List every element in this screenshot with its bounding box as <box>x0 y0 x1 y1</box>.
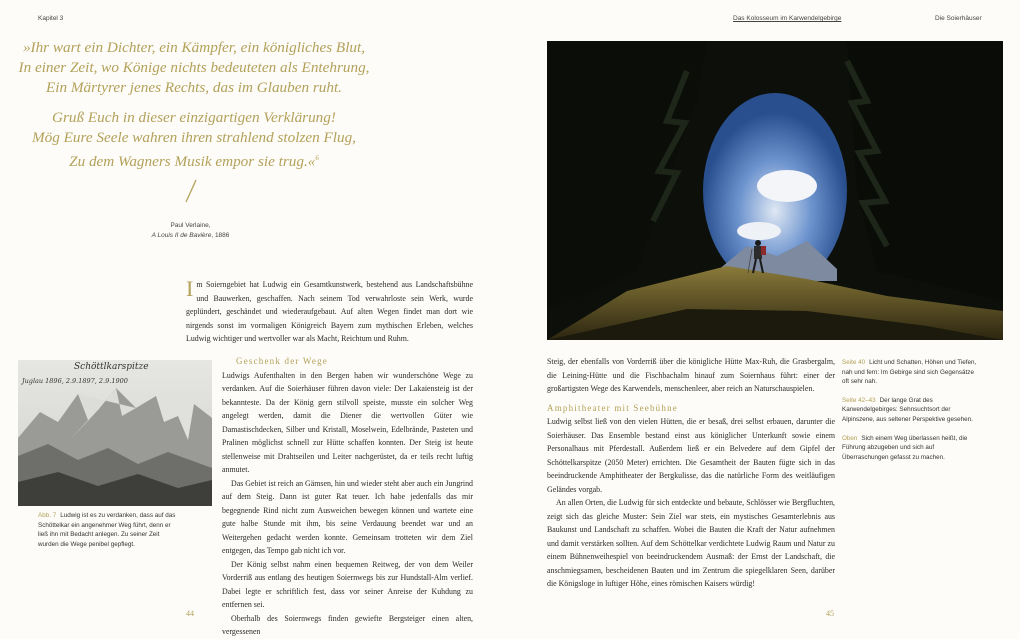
running-title: Das Kolosseum im Karwendelgebirge <box>733 15 842 22</box>
paragraph: Das Gebiet ist reich an Gämsen, hin und wieder steht aber auch ein Jungrind auf dem Steig. Dann ist guter Rat teuer. Ich habe jedenfalls das mir begegnende Rind nicht zum Ausweichen bewegen können und wartete eine gute halbe Stunde mit ihm, bis seine Verdauung beendet war und an Weitergehen gedacht werden konnte. Gemeinsam trotteten wir dem Ziel entgegen, das Tempo gab nicht ich vor. <box>222 478 473 555</box>
quote-work: A Louis II de Bavière <box>151 231 212 239</box>
sidebar-caption <box>842 396 982 425</box>
column-left-page <box>222 355 473 639</box>
quote-line: In einer Zeit, wo Könige nichts bedeuteten als Entehrung, <box>18 59 370 77</box>
caption-ref: Abb. 7 <box>38 512 57 519</box>
sidebar-ref: Seite 40 <box>842 359 866 366</box>
quote-line <box>14 148 374 172</box>
column-right-page <box>547 355 835 591</box>
photo-dates: Juglau 1896, 2.9.1897, 2.9.1900 <box>22 377 128 385</box>
sidebar-text: Licht und Schatten, Höhen und Tiefen, nah und fern: Im Gebirge sind sich Gegensätze oft sehr nah. <box>842 359 977 386</box>
hiker-forest-photo <box>547 41 1003 340</box>
sidebar-ref: Oben <box>842 434 858 442</box>
quote-line: Ein Märtyrer jenes Rechts, das im Glauben ruht. <box>46 79 342 97</box>
quote-line: Gruß Euch in dieser einzigartigen Verklärung! <box>52 108 336 126</box>
sidebar-ref: Seite 42–43 <box>842 396 876 404</box>
footnote-marker: 6 <box>315 154 319 163</box>
sidebar-text: Der lange Grat des Karwendelgebirges: Sehnsuchtsort der Alpinszene, aus seltener Perspektive gesehen. <box>842 396 973 423</box>
caption-text: Ludwig ist es zu verdanken, dass auf das Schöttelkar ein angenehmer Weg führt, denn er ließ ihn mit Bedacht anlegen. Zu seiner Zeit wurden die Wege penibel gepflegt. <box>38 512 176 548</box>
quote-line: »Ihr wart ein Dichter, ein Kämpfer, ein königliches Blut, <box>22 39 366 56</box>
quote-source <box>148 231 233 241</box>
section-label: Die Soierhäuser <box>935 15 982 22</box>
quote-citation <box>148 221 233 240</box>
photo-caption <box>38 511 176 549</box>
sidebar-caption <box>842 434 982 463</box>
quote-line: Mög Eure Seele wahren ihren strahlend stolzen Flug, <box>32 128 356 146</box>
paragraph: Der König selbst nahm einen bequemen Reitweg, der von dem Weiler Vorderriß aus entlang des heutigen Soiernwegs bis zur Hundstall-Alm verlief. Dabei legte er schriftlich fest, dass vor seiner Anreise der Kuhdung zu entfernen sei. <box>222 559 473 609</box>
intro-paragraph <box>186 278 473 346</box>
subheading-amphitheater: Amphitheater mit Seebühne <box>547 402 678 413</box>
sidebar-text: Sich einem Weg überlassen heißt, die Führung abzugeben und sich auf Überraschungen gefasst zu machen. <box>842 434 968 461</box>
paragraph: Ludwig selbst ließ von den vielen Hütten, die er besaß, drei selbst erbauen, darunter die Soierhäuser. Das Ensemble bestand einst aus königlicher Unterkunft sowie einem Personalhaus mit Pferdestall. Außerdem ließ er ein Belvedere auf dem Gipfel der Schöttelkarspitze (2050 Meter) errichten. Die Gesamtheit der Bauten fügte sich in das beeindruckende Amphitheater der Bergkulisse, das die natürliche Form des weitläufigen Geländes vorgab. <box>547 417 835 494</box>
quote-line-text: Zu dem Wagners Musik empor sie trug.« <box>69 153 316 171</box>
historic-mountain-photo <box>18 360 212 506</box>
paragraph: Ludwigs Aufenthalten in den Bergen haben wir wunderschöne Wege zu verdanken. Auf die Soierhäuser führen davon viele: Der Lakaiensteig ist der bekannteste. Da der König gern stilvoll speiste, musste ein solcher Weg angelegt werden, damit die Diener die wertvollen Güter wie Damastischdecken, Silber und Kristall, Moselwein, Edelbrände, Pasteten und Pralinen möglichst schnell zur Hütte schaffen konnten. Der Steig ist heute stellenweise mit Drahtseilen und Leiter nachgerüstet, da er teils recht luftig anmutet. <box>222 370 473 474</box>
slash-ornament <box>176 176 206 206</box>
chapter-label: Kapitel 3 <box>38 15 64 22</box>
quote-year: , 1886 <box>211 231 230 239</box>
drop-cap: I <box>186 276 194 301</box>
sidebar-caption <box>842 358 982 387</box>
quote-author: Paul Verlaine, <box>170 222 211 229</box>
page-number-right: 45 <box>826 609 834 618</box>
verlaine-quote <box>14 38 374 172</box>
photo-handwriting: Schöttlkarspitze <box>74 362 149 372</box>
paragraph: An allen Orten, die Ludwig für sich entdeckte und bebaute, Schlösser wie Bergfluchten, zeigt sich das gleiche Muster: Sein Ziel war stets, ein mystisches Gesamterlebnis aus Baukunst und Landschaft zu schaffen. Wobei die Bauten die Kraft der Natur aufnehmen und damit verstärken sollten. Auf dem Schöttelkar verdichtete Ludwig Raum und Natur zu einem Bühnenweihespiel von beeindruckendem Ausmaß: der Ernst der Landschaft, die anschmiegsamen, bescheidenen Bauten und im Zentrum die spiegelklaren Seen, darüber die Königsloge in luftiger Höhe, eines römischen Kaisers würdig! <box>547 498 835 588</box>
paragraph: Oberhalb des Soiernwegs finden gewiefte Bergsteiger einen alten, vergessenen <box>222 613 473 636</box>
intro-text: m Soierngebiet hat Ludwig ein Gesamtkunstwerk, bestehend aus Landschaftsbühne und Bauwerken, geschaffen. Nach seinem Tod verwahrloste sein Werk, wurde geplündert, geschändet und wiederaufgebaut. Auf alten Wegen findet man dort wie nirgends sonst im vormaligen Königreich Bayern zum mythischen Erleben, welches Ludwig wichtiger und wertvoller war als Macht, Reichtum und Ruhm. <box>186 280 473 343</box>
sidebar-captions <box>842 358 982 471</box>
page-number-left: 44 <box>186 609 194 618</box>
subheading-wege: Geschenk der Wege <box>236 356 328 366</box>
paragraph: Steig, der ebenfalls von Vorderriß über die königliche Hütte Max-Ruh, die Grasbergalm, die Leining-Hütte und die Fischbachalm hinauf zum Soiernhaus führt: einer der großartigsten Wege des Karwendels, menschenleer, aber reich an Naturschauspielen. <box>547 357 835 393</box>
